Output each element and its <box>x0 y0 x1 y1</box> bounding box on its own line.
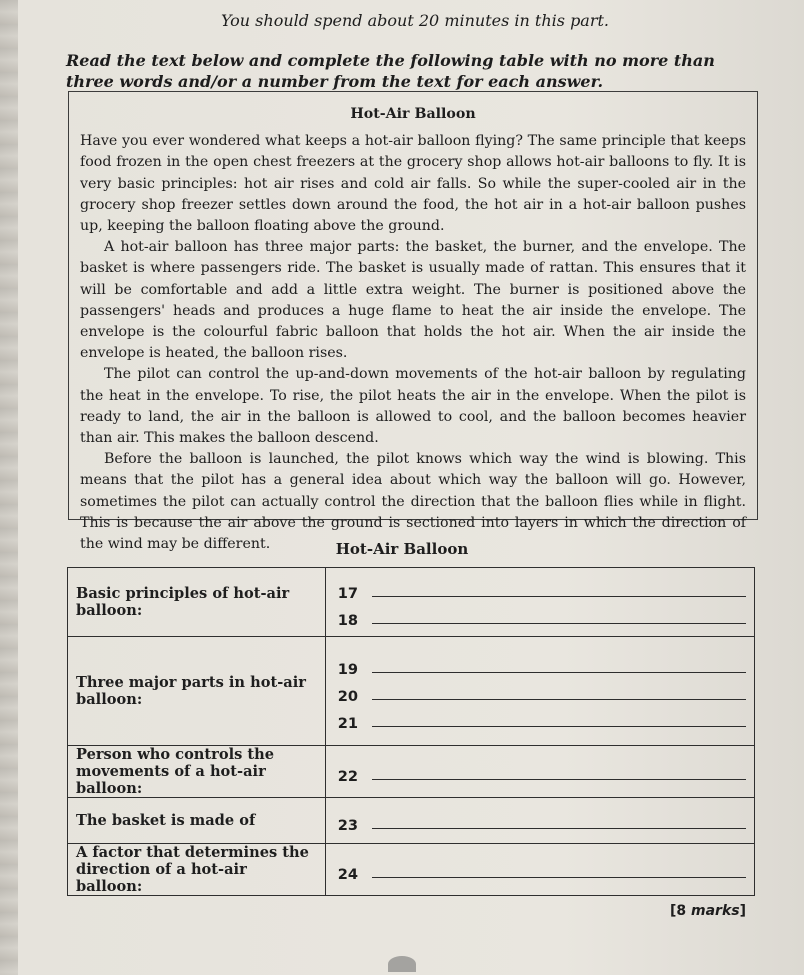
page-binding-edge <box>0 0 18 975</box>
answer-blank[interactable] <box>372 828 746 829</box>
time-instruction: You should spend about 20 minutes in this part. <box>220 11 610 30</box>
row-label: Person who controls the movements of a hot-air balloon: <box>68 746 326 798</box>
answer-blank[interactable] <box>372 877 746 878</box>
answer-cell <box>325 798 754 844</box>
answer-cell <box>325 746 754 798</box>
question-number: 24 <box>337 866 359 883</box>
answer-table <box>67 567 755 896</box>
question-number: 23 <box>337 817 359 834</box>
passage-paragraph-1: Have you ever wondered what keeps a hot-air balloon flying? The same principle that keeps food frozen in the open chest freezers at the grocery shop allows hot-air balloons to fly. It is very basic principles: hot air rises and cold air falls. So while the super-cooled air in the grocery shop freezer settles down around the food, the hot air in a hot-air balloon pushes up, keeping the balloon floating above the ground. <box>80 133 746 235</box>
answer-line-17[interactable] <box>338 575 746 602</box>
answer-cell <box>325 844 754 896</box>
question-number: 21 <box>337 714 359 732</box>
answer-blank[interactable] <box>372 672 746 673</box>
answer-blank[interactable] <box>372 779 746 780</box>
table-row <box>68 844 755 896</box>
row-label: The basket is made of <box>68 798 326 844</box>
marks-value: 8 <box>676 903 687 919</box>
answer-blank[interactable] <box>372 623 746 624</box>
answer-blank[interactable] <box>372 726 746 727</box>
answer-line-19[interactable] <box>338 651 746 678</box>
task-instruction: Read the text below and complete the following table with no more than three words and/or a number from the text for each answer. <box>66 50 715 92</box>
question-number: 22 <box>337 768 359 785</box>
passage-paragraph-2: A hot-air balloon has three major parts: the basket, the burner, and the envelope. The basket is where passengers ride. The basket is usually made of rattan. This ensures that it will be comfortable and add a little extra weight. The burner is positioned above the passengers' heads and produces a huge flame to heat the air inside the envelope. The envelope is the colourful fabric balloon that holds the hot air. When the air inside the envelope is heated, the balloon rises. <box>80 239 746 362</box>
row-label: Three major parts in hot-air balloon: <box>68 637 326 746</box>
answer-line-24[interactable] <box>338 856 746 883</box>
marks-close-bracket: ] <box>739 903 746 919</box>
passage-title: Hot-Air Balloon <box>350 106 476 122</box>
answer-cell <box>325 637 754 746</box>
table-title: Hot-Air Balloon <box>335 540 469 558</box>
passage-paragraph-3: The pilot can control the up-and-down movements of the hot-air balloon by regulating the heat in the envelope. To rise, the pilot heats the air in the envelope. When the pilot is ready to land, the air in the balloon is allowed to cool, and the balloon becomes heavier than air. This makes the balloon descend. <box>80 366 746 447</box>
answer-cell <box>325 568 754 637</box>
answer-blank[interactable] <box>372 699 746 700</box>
row-label: Basic principles of hot-air balloon: <box>68 568 326 637</box>
table-row <box>68 798 755 844</box>
marks-label <box>670 903 746 919</box>
passage-paragraph-4: Before the balloon is launched, the pilot knows which way the wind is blowing. This means that the pilot has a general idea about which way the balloon will go. However, sometimes the pilot can actually control the direction that the balloon flies while in flight. This is because the air above the ground is sectioned into layers in which the direction of the wind may be different. <box>80 451 746 553</box>
answer-line-22[interactable] <box>338 758 746 785</box>
marks-open-bracket: [ <box>669 903 677 919</box>
table-row <box>68 746 755 798</box>
question-number: 17 <box>337 585 359 602</box>
answer-line-21[interactable] <box>338 705 746 732</box>
row-label: A factor that determines the direction of a hot-air balloon: <box>68 844 326 896</box>
answer-line-20[interactable] <box>338 678 746 705</box>
answer-line-23[interactable] <box>338 807 746 834</box>
bottom-shadow <box>388 956 416 972</box>
marks-word: marks <box>691 903 740 919</box>
question-number: 18 <box>337 612 359 629</box>
instructions-block <box>66 10 764 93</box>
table-row <box>68 568 755 637</box>
answer-line-18[interactable] <box>338 602 746 629</box>
reading-passage-box <box>68 91 758 553</box>
question-number: 20 <box>337 687 359 705</box>
answer-blank[interactable] <box>372 596 746 597</box>
question-number: 19 <box>337 660 359 678</box>
table-row <box>68 637 755 746</box>
